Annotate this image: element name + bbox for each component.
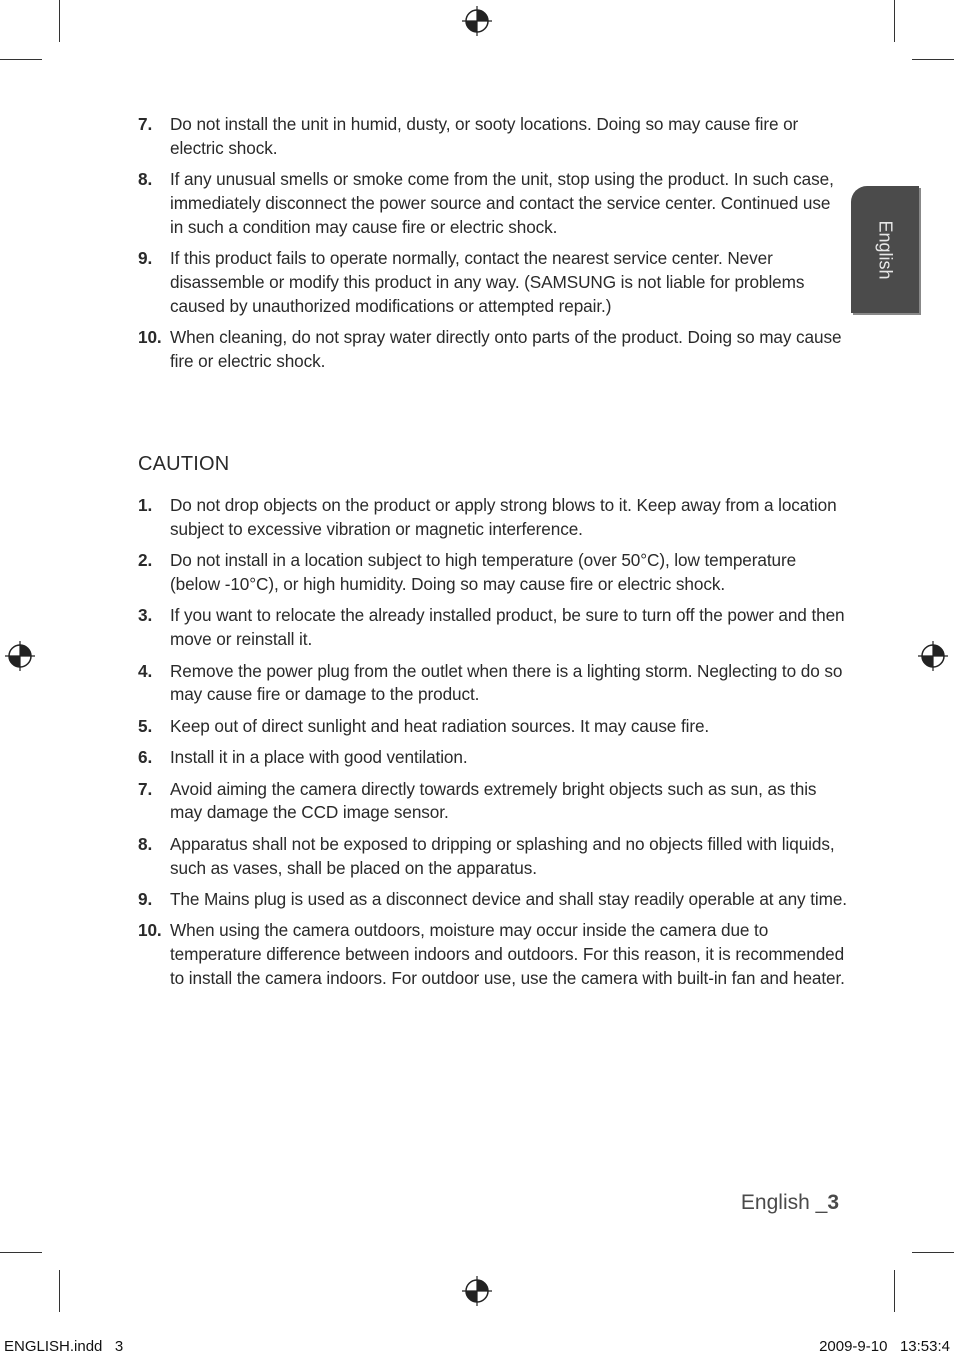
crop-mark (912, 1252, 954, 1253)
registration-mark-icon (5, 641, 35, 671)
registration-mark-icon (918, 641, 948, 671)
list-item (138, 833, 848, 881)
item-text: Apparatus shall not be exposed to dripping or splashing and no objects filled with liquids, such as vases, shall be placed on the apparatus. (170, 833, 835, 878)
item-text: Remove the power plug from the outlet when there is a lighting storm. Neglecting to do so may cause fire or damage to the product. (170, 660, 843, 705)
list-item (138, 604, 848, 652)
item-text: Do not install the unit in humid, dusty, or sooty locations. Doing so may cause fire or electric shock. (170, 114, 799, 158)
caution-list (138, 494, 848, 998)
list-item (138, 247, 848, 318)
crop-mark (0, 59, 42, 60)
item-number: 7. (138, 778, 153, 799)
list-item (138, 168, 848, 239)
slug-timestamp: 2009-9-10 13:53:4 (819, 1338, 950, 1355)
crop-mark (894, 1270, 895, 1312)
item-text: If any unusual smells or smoke come from the unit, stop using the product. In such case, immediately disconnect the power source and contact the service center. Continued use in such a condition may cause fire or electric shock. (170, 169, 834, 237)
item-number: 10. (138, 327, 162, 348)
item-text: Avoid aiming the camera directly towards extremely bright objects such as sun, as this may damage the CCD image sensor. (170, 778, 817, 823)
item-text: When cleaning, do not spray water directly onto parts of the product. Doing so may cause fire or electric shock. (170, 327, 842, 371)
item-number: 10. (138, 920, 162, 941)
language-side-tab-label: English (875, 219, 896, 280)
list-item (138, 113, 848, 161)
registration-mark-icon (462, 1276, 492, 1306)
crop-mark (912, 59, 954, 60)
item-number: 9. (138, 888, 153, 909)
item-number: 8. (138, 169, 153, 190)
item-text: The Mains plug is used as a disconnect device and shall stay readily operable at any time. (170, 888, 847, 909)
list-item (138, 660, 848, 708)
item-number: 4. (138, 660, 153, 681)
item-number: 5. (138, 715, 153, 736)
list-item (138, 549, 848, 597)
list-item (138, 326, 848, 374)
item-number: 1. (138, 495, 153, 515)
item-text: Do not drop objects on the product or apply strong blows to it. Keep away from a location subject to excessive vibration or magnetic interference. (170, 495, 837, 539)
language-side-tab (851, 186, 919, 313)
item-number: 7. (138, 114, 153, 134)
list-item (138, 888, 848, 912)
item-text: Keep out of direct sunlight and heat radiation sources. It may cause fire. (170, 715, 710, 736)
list-item (138, 746, 848, 770)
crop-mark (894, 0, 895, 42)
item-text: If you want to relocate the already installed product, be sure to turn off the power and then move or reinstall it. (170, 605, 845, 650)
list-item (138, 715, 848, 739)
item-number: 2. (138, 550, 153, 571)
crop-mark (0, 1252, 42, 1253)
page-footer (741, 1191, 839, 1215)
item-text: If this product fails to operate normally, contact the nearest service center. Never disassemble or modify this product in any way. (SAMSUNG is not liable for problems caused by unauthorized modifications or attempted repair.) (170, 248, 805, 316)
registration-mark-icon (462, 6, 492, 36)
list-item (138, 919, 848, 990)
caution-heading: CAUTION (138, 453, 230, 475)
list-item (138, 778, 848, 826)
item-text: Install it in a place with good ventilation. (170, 747, 468, 768)
slug-filename: ENGLISH.indd 3 (4, 1338, 124, 1355)
warning-list-continued (138, 113, 848, 381)
item-number: 9. (138, 248, 153, 269)
item-text: When using the camera outdoors, moisture may occur inside the camera due to temperature difference between indoors and outdoors. For this reason, it is recommended to install the camera indoors. For outdoor use, use the camera with built-in fan and heater. (170, 920, 845, 988)
page-number: 3 (827, 1191, 839, 1214)
list-item (138, 494, 848, 542)
item-number: 8. (138, 833, 153, 854)
crop-mark (59, 0, 60, 42)
item-text: Do not install in a location subject to high temperature (over 50°C), low temperature (below -10°C), or high humidity. Doing so may cause fire or electric shock. (170, 550, 797, 594)
item-number: 3. (138, 605, 153, 626)
footer-language: English _ (740, 1191, 828, 1214)
crop-mark (59, 1270, 60, 1312)
item-number: 6. (138, 747, 153, 768)
